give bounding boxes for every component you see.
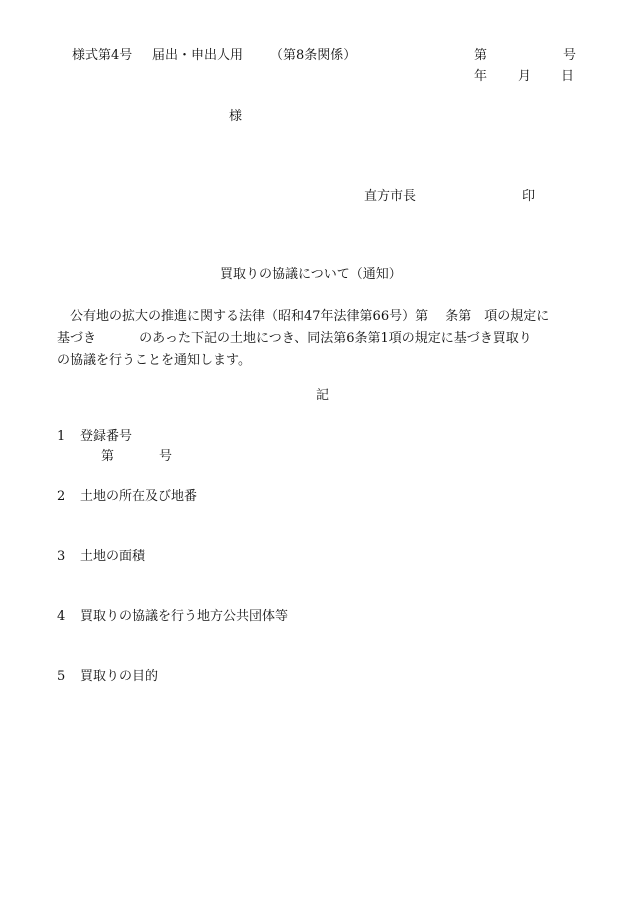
form-article: （第8条関係） xyxy=(270,48,357,63)
form-usage: 届出・申出人用 xyxy=(152,48,244,63)
item-label: 買取りの目的 xyxy=(80,669,159,684)
item-label: 土地の所在及び地番 xyxy=(80,489,198,504)
document-body xyxy=(57,306,597,372)
registration-number-suffix: 号 xyxy=(159,449,173,464)
body-line: 基づき のあった下記の土地につき、同法第6条第1項の規定に基づき買取り xyxy=(57,331,532,346)
seal-mark: 印 xyxy=(522,189,536,204)
item-label: 登録番号 xyxy=(80,429,133,444)
item-number: 1 xyxy=(57,429,66,444)
ki-heading: 記 xyxy=(316,388,330,403)
item-number: 4 xyxy=(57,609,66,624)
item-label: 買取りの協議を行う地方公共団体等 xyxy=(80,609,289,624)
date-day: 日 xyxy=(561,69,575,84)
registration-number-prefix: 第 xyxy=(101,449,115,464)
item-number: 3 xyxy=(57,549,66,564)
item-number: 2 xyxy=(57,489,66,504)
item-number: 5 xyxy=(57,669,66,684)
addressee-honorific: 様 xyxy=(229,109,243,124)
doc-number-suffix: 号 xyxy=(563,48,577,63)
date-month: 月 xyxy=(518,69,532,84)
doc-number-prefix: 第 xyxy=(474,48,488,63)
form-number: 様式第4号 xyxy=(72,48,133,63)
sender-title: 直方市長 xyxy=(364,189,417,204)
body-line: の協議を行うことを通知します。 xyxy=(57,353,251,368)
document-title: 買取りの協議について（通知） xyxy=(220,267,402,282)
body-line: 公有地の拡大の推進に関する法律（昭和47年法律第66号）第 条第 項の規定に xyxy=(57,309,550,324)
date-year: 年 xyxy=(474,69,488,84)
item-label: 土地の面積 xyxy=(80,549,146,564)
